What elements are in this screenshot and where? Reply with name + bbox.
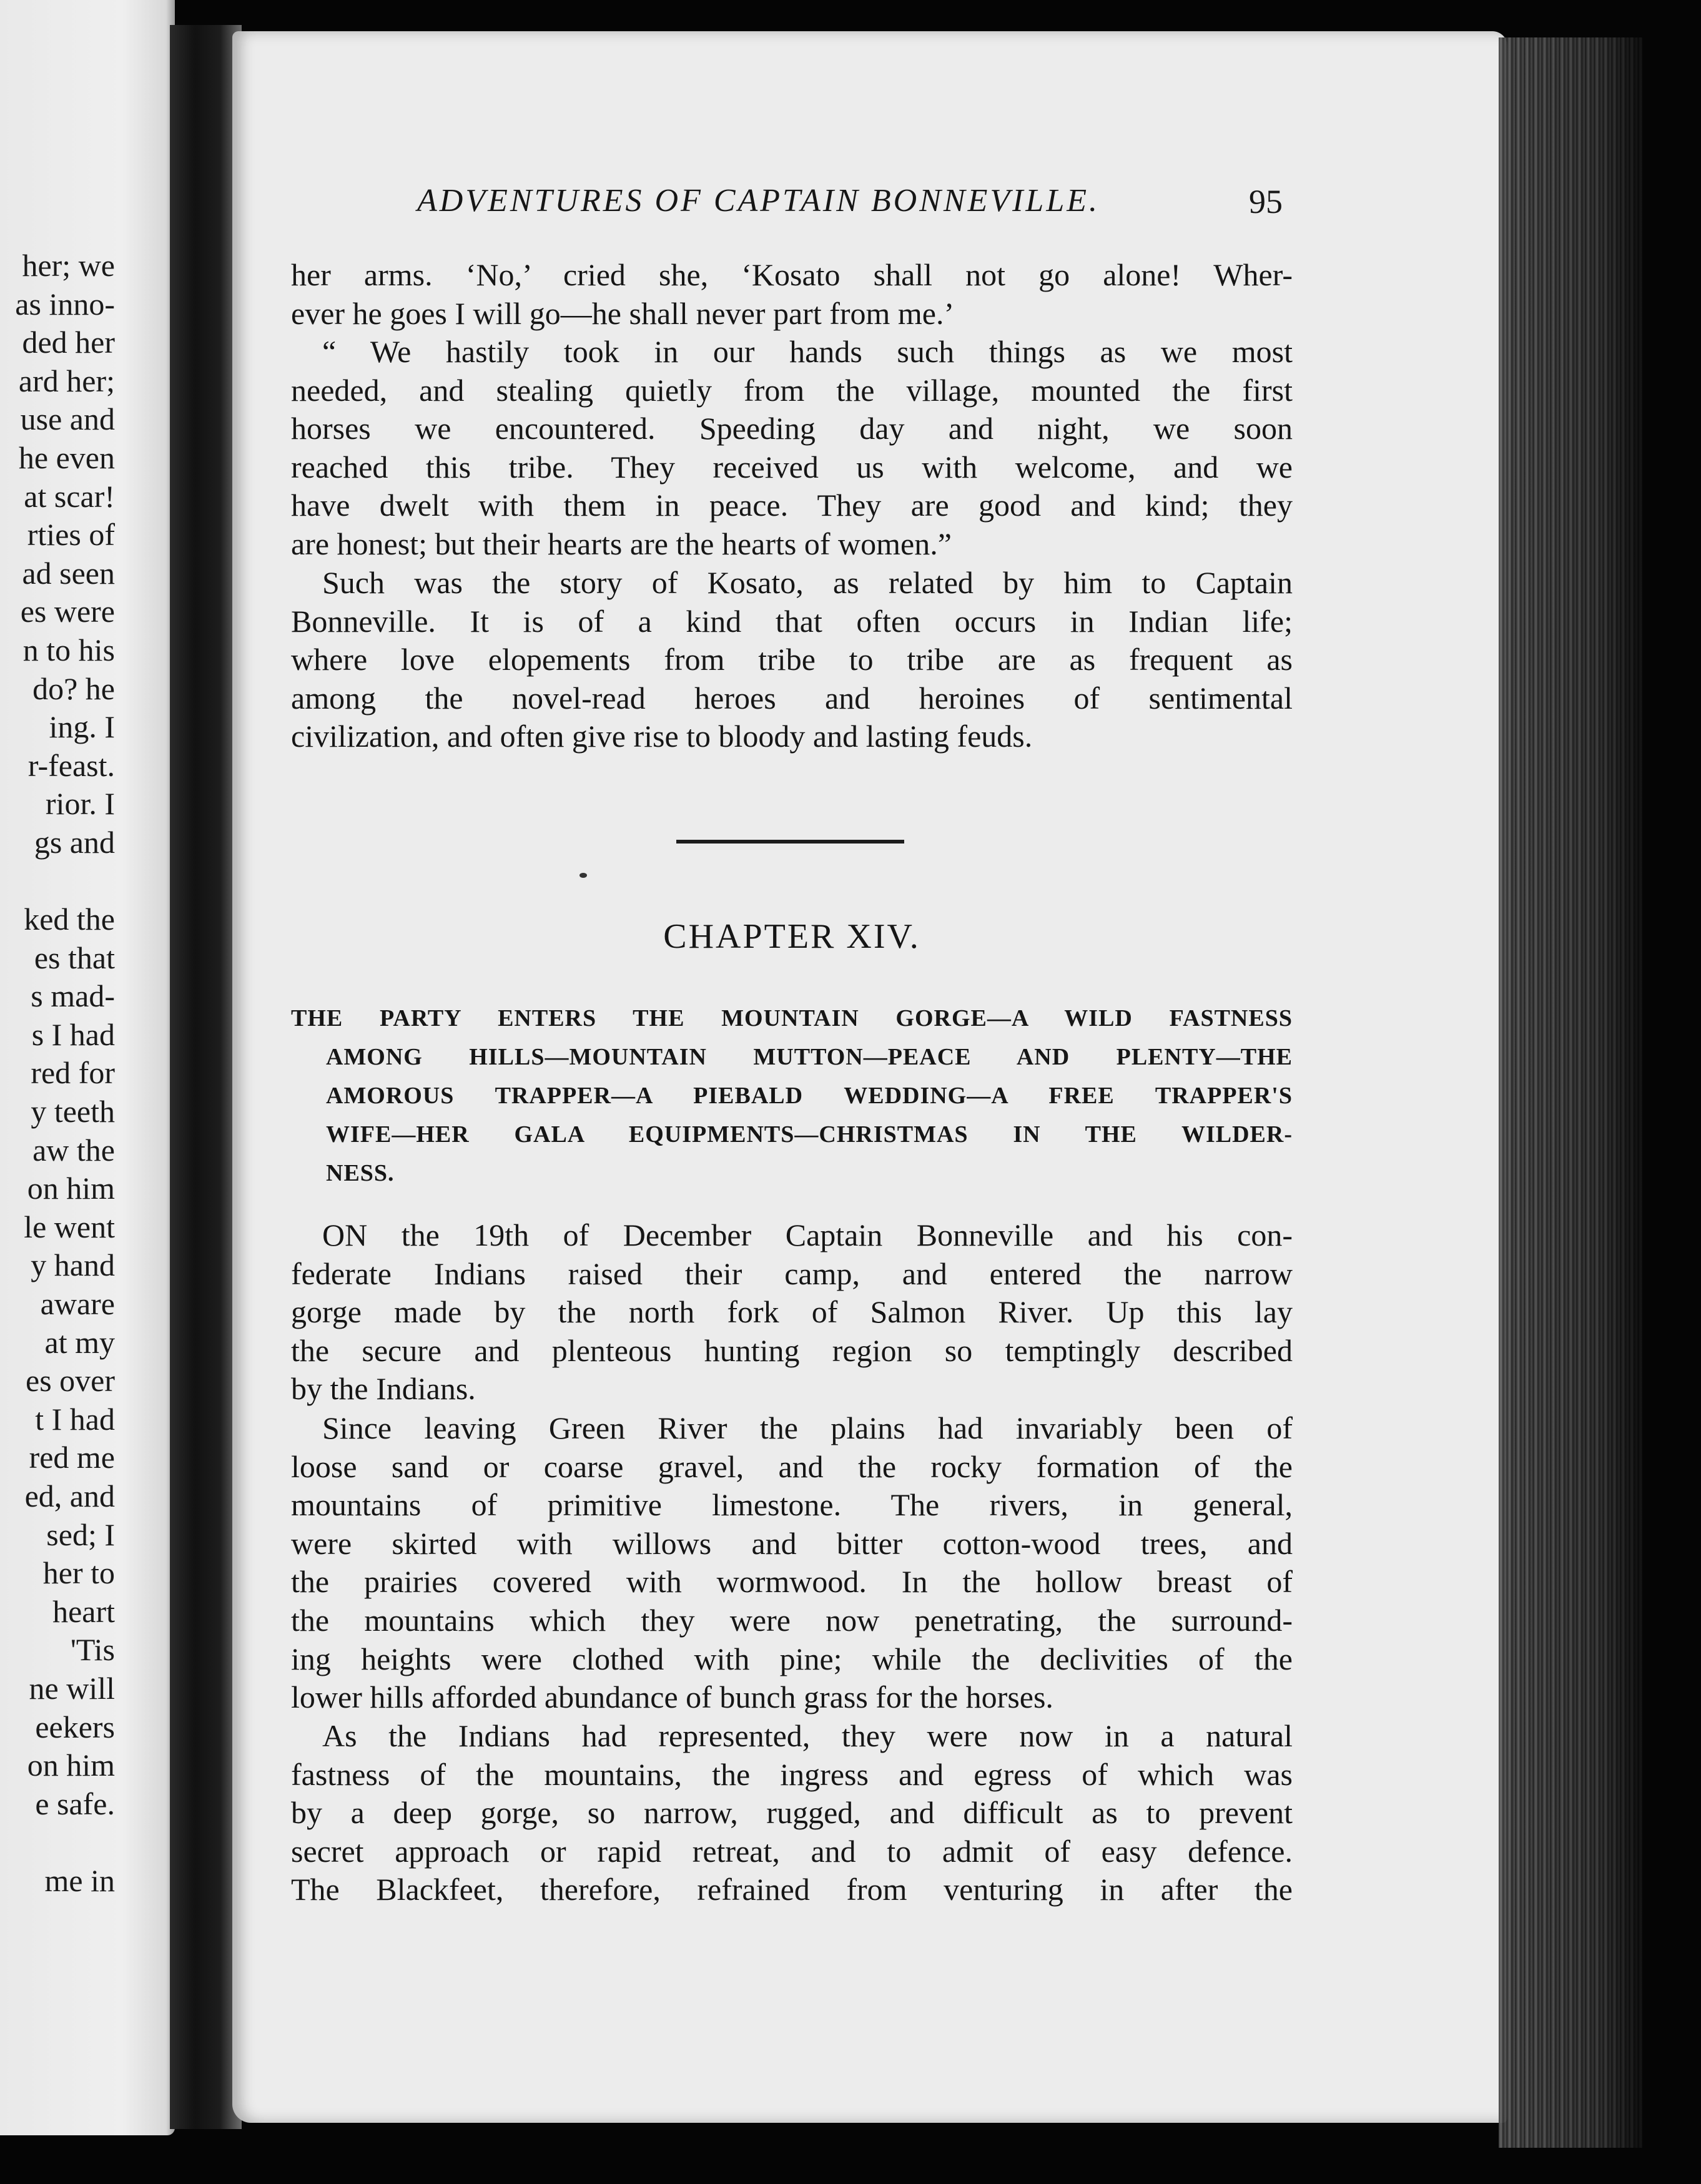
left-page-line: s mad- [31, 978, 115, 1014]
left-page-line: ard her; [18, 363, 115, 398]
left-page-line: s I had [31, 1016, 115, 1052]
running-head: ADVENTURES OF CAPTAIN BONNEVILLE. [417, 183, 1100, 219]
left-page-line: on him [27, 1748, 115, 1783]
text-line: Since leaving Green River the plains had invariably been of [322, 1410, 1293, 1445]
left-page-line: as inno- [15, 286, 115, 322]
chapter-summary [291, 999, 1293, 1193]
text-line: civilization, and often give rise to bloody and lasting feuds. [291, 719, 1033, 754]
summary-line: NESS. [326, 1160, 395, 1186]
text-line: secret approach or rapid retreat, and to admit of easy defence. [291, 1833, 1293, 1869]
text-line: loose sand or coarse gravel, and the rocky formation of the [291, 1449, 1293, 1484]
text-line: the secure and plenteous hunting region so temptingly described [291, 1332, 1293, 1368]
text-line: among the novel-read heroes and heroines of sentimental [291, 680, 1293, 716]
text-line: The Blackfeet, therefore, refrained from venturing in after the [291, 1872, 1293, 1907]
left-page-line: rties of [27, 517, 115, 553]
left-page-fragment [0, 0, 175, 2135]
left-page-line: on him [27, 1171, 115, 1206]
page-number: 95 [1249, 183, 1283, 220]
text-line: As the Indians had represented, they were now in a natural [322, 1718, 1293, 1753]
text-line: her arms. ‘No,’ cried she, ‘Kosato shall not go alone! Wher- [291, 257, 1293, 292]
left-page-line: eekers [35, 1709, 115, 1744]
summary-line: THE PARTY ENTERS THE MOUNTAIN GORGE—A WILD FASTNESS [291, 1005, 1293, 1031]
paragraph-3 [291, 564, 1293, 756]
left-page-line: her; we [22, 248, 115, 283]
left-page-line: her to [42, 1555, 115, 1591]
text-line: Such was the story of Kosato, as related by him to Captain [322, 565, 1293, 600]
left-page-line: ked the [24, 902, 115, 937]
left-page-line: sed; I [46, 1517, 115, 1552]
text-line: where love elopements from tribe to tribe are as frequent as [291, 642, 1293, 677]
left-page-line: gs and [34, 824, 115, 860]
left-page-line: at scar! [24, 478, 115, 514]
text-line: by the Indians. [291, 1371, 476, 1407]
text-line: the mountains which they were now penetrating, the surround- [291, 1602, 1293, 1638]
left-page-line: e safe. [35, 1786, 115, 1821]
summary-line: AMOROUS TRAPPER—A PIEBALD WEDDING—A FREE TRAPPER'S [326, 1083, 1293, 1109]
text-line: ing heights were clothed with pine; while the declivities of the [291, 1641, 1293, 1676]
paragraph-6 [291, 1717, 1293, 1909]
text-line: “ We hastily took in our hands such things as we most [322, 334, 1293, 369]
left-page-line: y teeth [31, 1094, 115, 1129]
text-line: the prairies covered with wormwood. In the hollow breast of [291, 1564, 1293, 1600]
summary-line: WIFE—HER GALA EQUIPMENTS—CHRISTMAS IN THE WILDER- [326, 1121, 1293, 1148]
text-line: reached this tribe. They received us with welcome, and we [291, 449, 1293, 485]
left-page-line: ing. I [49, 709, 115, 745]
paragraph-5 [291, 1409, 1293, 1717]
left-page-line: red me [29, 1440, 115, 1475]
left-page-line: t I had [35, 1401, 115, 1437]
book-gutter [170, 25, 242, 2129]
text-line: have dwelt with them in peace. They are good and kind; they [291, 488, 1293, 523]
left-page-line: ne will [29, 1670, 115, 1706]
left-page-line: at my [44, 1324, 115, 1360]
left-page-line: do? he [32, 671, 115, 706]
text-line: ever he goes I will go—he shall never part from me.’ [291, 295, 955, 331]
left-page-line: use and [20, 401, 115, 437]
left-page-line: es were [20, 594, 115, 629]
left-page-line: y hand [31, 1247, 115, 1283]
text-line: ON the 19th of December Captain Bonneville and his con- [322, 1217, 1293, 1252]
page-edges-shadow [1499, 37, 1642, 2148]
left-page-line: ed, and [24, 1478, 115, 1513]
section-divider [676, 840, 904, 844]
text-line: lower hills afforded abundance of bunch grass for the horses. [291, 1680, 1053, 1715]
text-line: Bonneville. It is of a kind that often occurs in Indian life; [291, 603, 1293, 639]
left-page-line: he even [18, 440, 115, 475]
text-line: fastness of the mountains, the ingress and egress of which was [291, 1756, 1293, 1792]
left-page-line [0, 1823, 115, 1862]
left-page-text [0, 247, 115, 1901]
left-page-line: n to his [22, 632, 115, 667]
left-page-line: le went [24, 1209, 115, 1244]
text-line: gorge made by the north fork of Salmon River. Up this lay [291, 1294, 1293, 1330]
text-line: mountains of primitive limestone. The rivers, in general, [291, 1487, 1293, 1523]
paragraph-1 [291, 256, 1293, 333]
text-line: federate Indians raised their camp, and entered the narrow [291, 1256, 1293, 1291]
left-page-line [0, 862, 115, 901]
left-page-line: heart [52, 1593, 115, 1629]
summary-line: AMONG HILLS—MOUNTAIN MUTTON—PEACE AND PLENTY—THE [326, 1044, 1293, 1070]
text-line: were skirted with willows and bitter cotton-wood trees, and [291, 1525, 1293, 1561]
paragraph-2 [291, 333, 1293, 564]
text-line: horses we encountered. Speeding day and night, we soon [291, 411, 1293, 446]
text-line: are honest; but their hearts are the hearts of women.” [291, 526, 952, 561]
left-page-line: 'Tis [70, 1632, 115, 1668]
left-page-line: ded her [22, 325, 115, 360]
paragraph-4 [291, 1216, 1293, 1409]
left-page-line: aw the [32, 1132, 115, 1168]
left-page-line: ad seen [22, 555, 115, 591]
left-page-line: es that [34, 940, 115, 975]
chapter-title: CHAPTER XIV. [663, 917, 920, 956]
text-line: by a deep gorge, so narrow, rugged, and difficult as to prevent [291, 1795, 1293, 1831]
left-page-line: aware [40, 1286, 115, 1322]
left-page-line: red for [31, 1055, 115, 1091]
text-line: needed, and stealing quietly from the village, mounted the first [291, 372, 1293, 408]
left-page-line: me in [44, 1862, 115, 1898]
left-page-line: es over [26, 1363, 115, 1399]
left-page-line: r-feast. [27, 747, 115, 783]
print-speck [579, 873, 587, 878]
left-page-line: rior. I [45, 786, 115, 822]
